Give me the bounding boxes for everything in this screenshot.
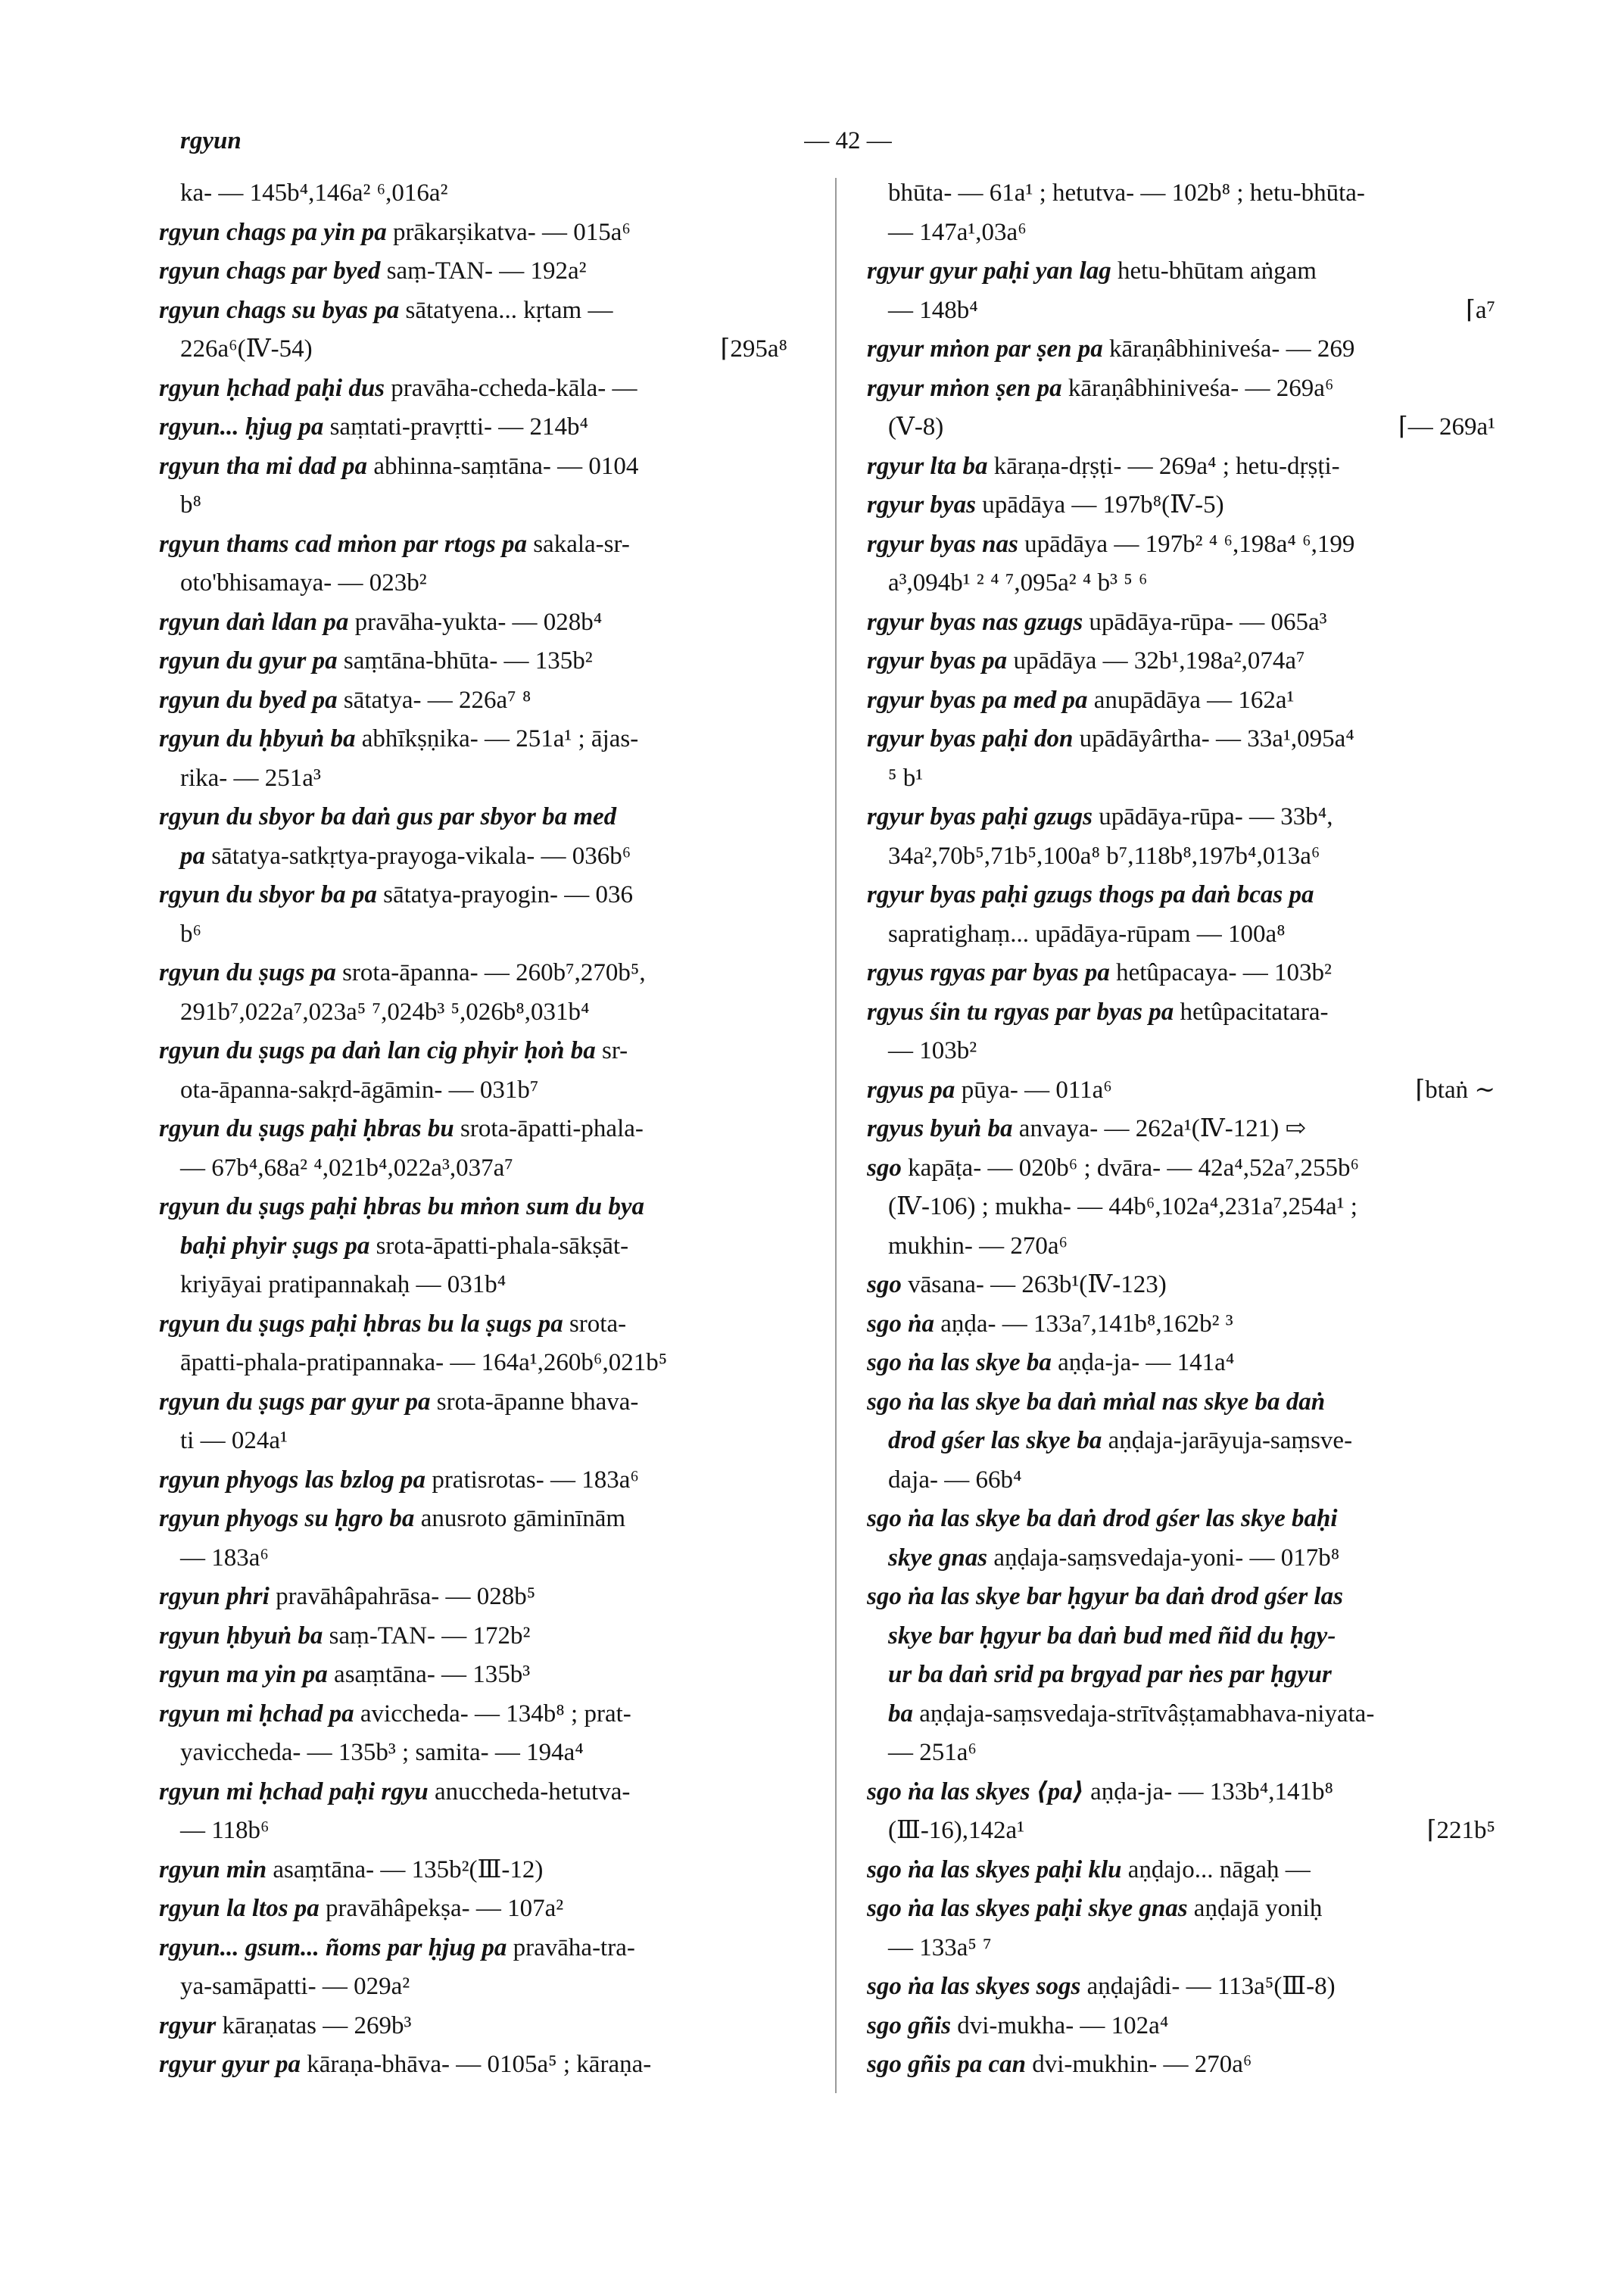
entry-line (867, 1812, 1495, 1851)
margin-reference: ⌈a⁷ (1465, 296, 1495, 324)
sanskrit-gloss: saṃtāna-bhūta- — 135b² (337, 647, 593, 675)
sanskrit-gloss: aṇḍa-ja- — 141a⁴ (1051, 1349, 1235, 1376)
entry-line (159, 369, 787, 409)
tibetan-headword: pa (180, 842, 205, 870)
sanskrit-gloss: aṇḍajâdi- — 113a⁵(Ⅲ-8) (1080, 1973, 1336, 2000)
right-column (867, 174, 1495, 2085)
tibetan-headword: rgyun du ṣugs paḥi ḥbras bu la ṣugs pa (159, 1310, 563, 1338)
entry-line (867, 1461, 1495, 1500)
entry-line (159, 603, 787, 643)
tibetan-headword: sgo ṅa las skye ba daṅ mṅal nas skye ba daṅ (867, 1388, 1326, 1416)
entry-line (159, 642, 787, 681)
entry-line (159, 1734, 787, 1773)
sanskrit-gloss: sātatyena... kṛtam — (399, 296, 613, 324)
sanskrit-gloss: anuccheda-hetutva- (428, 1777, 631, 1805)
entry-line (159, 1305, 787, 1344)
entry-line (159, 1500, 787, 1539)
sanskrit-gloss: — 103b² (888, 1037, 977, 1064)
tibetan-headword: rgyun du sbyor ba pa (159, 881, 377, 908)
sanskrit-gloss: aṇḍaja-saṃsvedaja-strītvâṣṭamabhava-niyata- (913, 1699, 1375, 1728)
entry-line (159, 720, 787, 759)
sanskrit-gloss: saṃ-TAN- — 192a² (380, 257, 587, 285)
tibetan-headword: baḥi phyir ṣugs pa (180, 1232, 370, 1260)
tibetan-headword: rgyun mi ḥchad pa (159, 1699, 354, 1728)
tibetan-headword: rgyus rgyas par byas pa (867, 959, 1110, 986)
entry-line (159, 1851, 787, 1890)
entry-line (867, 486, 1495, 525)
sanskrit-gloss: prākarṣikatva- — 015a⁶ (386, 218, 631, 246)
entry-line (867, 1929, 1495, 1968)
entry-line (159, 252, 787, 291)
sanskrit-gloss: sātatya- — 226a⁷ ⁸ (337, 686, 531, 714)
sanskrit-gloss: 291b⁷,022a⁷,023a⁵ ⁷,024b³ ⁵,026b⁸,031b⁴ (180, 998, 590, 1026)
sanskrit-gloss: — 67b⁴,68a² ⁴,021b⁴,022a³,037a⁷ (180, 1154, 513, 1182)
entry-line (867, 1539, 1495, 1578)
entry-line (159, 1967, 787, 2007)
sanskrit-gloss: kāraṇâbhiniveśa- — 269a⁶ (1061, 374, 1334, 402)
tibetan-headword: rgyun du ṣugs pa (159, 959, 336, 986)
sanskrit-gloss: — 147a¹,03a⁶ (888, 218, 1027, 246)
tibetan-headword: rgyun du ṣugs pa daṅ lan cig phyir ḥoṅ ba (159, 1037, 596, 1064)
tibetan-headword: rgyun phyogs las bzlog pa (159, 1466, 426, 1494)
tibetan-headword: sgo (867, 1154, 902, 1182)
sanskrit-gloss: asaṃtāna- — 135b²(Ⅲ-12) (267, 1855, 544, 1883)
sanskrit-gloss: pūya- — 011a⁶ (955, 1076, 1112, 1104)
entry-line (867, 798, 1495, 837)
entry-line (159, 2007, 787, 2046)
entry-line (867, 213, 1495, 253)
sanskrit-gloss: (Ⅳ-106) ; mukha- — 44b⁶,102a⁴,231a⁷,254a¹ ; (888, 1193, 1357, 1220)
tibetan-headword: rgyur (159, 2011, 217, 2039)
tibetan-headword: sgo ṅa las skye bar ḥgyur ba daṅ drod gśer las (867, 1583, 1343, 1610)
entry-line (159, 1227, 787, 1266)
sanskrit-gloss: kāraṇa-dṛṣṭi- — 269a⁴ ; hetu-dṛṣṭi- (987, 452, 1340, 480)
entry-line (867, 525, 1495, 565)
entry-line (867, 1695, 1495, 1734)
sanskrit-gloss: b⁸ (180, 491, 202, 519)
sanskrit-gloss: hetûpacaya- — 103b² (1109, 959, 1332, 986)
tibetan-headword: rgyur gyur paḥi yan lag (867, 257, 1111, 285)
sanskrit-gloss: mukhin- — 270a⁶ (888, 1232, 1068, 1260)
entry-line (159, 915, 787, 955)
tibetan-headword: sgo ṅa las skye ba (867, 1349, 1052, 1376)
tibetan-headword: rgyun chags par byed (159, 257, 381, 285)
tibetan-headword: rgyun min (159, 1855, 267, 1883)
sanskrit-gloss: anusroto gāminīnām (414, 1505, 626, 1532)
entry-line (867, 837, 1495, 877)
tibetan-headword: rgyur mṅon ṣen pa (867, 374, 1062, 402)
sanskrit-gloss: aṇḍaja-jarāyuja-saṃsve- (1102, 1427, 1353, 1454)
sanskrit-gloss: sakala-sr- (526, 530, 630, 558)
tibetan-headword: sgo ṅa (867, 1310, 934, 1338)
entry-line (867, 1617, 1495, 1656)
sanskrit-gloss: kapāṭa- — 020b⁶ ; dvāra- — 42a⁴,52a⁷,255b⁶ (901, 1154, 1359, 1182)
sanskrit-gloss: anupādāya — 162a¹ (1087, 686, 1295, 714)
entry-line (159, 174, 787, 213)
entry-line (159, 525, 787, 565)
sanskrit-gloss: srota-āpanna- — 260b⁷,270b⁵, (335, 959, 646, 986)
sanskrit-gloss: vāsana- — 263b¹(Ⅳ-123) (901, 1271, 1167, 1298)
entry-line (159, 330, 787, 369)
entry-line (159, 1617, 787, 1656)
tibetan-headword: sgo ṅa las skye ba daṅ drod gśer las skye baḥi (867, 1505, 1338, 1532)
sanskrit-gloss: aṇḍaja-saṃsvedaja-yoni- — 017b⁸ (987, 1544, 1340, 1572)
sanskrit-gloss: hetûpacitatara- (1174, 998, 1329, 1026)
sanskrit-gloss: abhīkṣṇika- — 251a¹ ; ājas- (355, 725, 639, 752)
sanskrit-gloss: (Ⅲ-16),142a¹ (888, 1817, 1025, 1844)
entry-line (159, 681, 787, 721)
entry-line (159, 1344, 787, 1383)
tibetan-headword: rgyun du ḥbyuṅ ba (159, 725, 356, 752)
entry-line (867, 876, 1495, 915)
tibetan-headword: rgyun du ṣugs paḥi ḥbras bu mṅon sum du bya (159, 1193, 644, 1220)
sanskrit-gloss: yaviccheda- — 135b³ ; samita- — 194a⁴ (180, 1739, 584, 1766)
entry-line (867, 1734, 1495, 1773)
entry-line (159, 1695, 787, 1734)
tibetan-headword: sgo ṅa las skyes ⟨pa⟩ (867, 1777, 1084, 1805)
entry-line (159, 954, 787, 993)
entry-line (867, 603, 1495, 643)
entry-line (159, 1032, 787, 1071)
entry-line (867, 993, 1495, 1033)
sanskrit-gloss: upādāya-rūpa- — 33b⁴, (1092, 803, 1333, 830)
sanskrit-gloss: aṇḍa-ja- — 133b⁴,141b⁸ (1083, 1777, 1333, 1805)
sanskrit-gloss: sapratighaṃ... upādāya-rūpam — 100a⁸ (888, 920, 1286, 948)
tibetan-headword: drod gśer las skye ba (888, 1427, 1102, 1454)
entry-line (867, 915, 1495, 955)
sanskrit-gloss: aṇḍa- — 133a⁷,141b⁸,162b² ³ (934, 1310, 1233, 1338)
sanskrit-gloss: oto'bhisamaya- — 023b² (180, 569, 427, 597)
entry-line (159, 798, 787, 837)
sanskrit-gloss: srota-āpanne bhava- (430, 1388, 639, 1416)
tibetan-headword: rgyun du gyur pa (159, 647, 338, 675)
entry-line (159, 876, 787, 915)
sanskrit-gloss: rika- — 251a³ (180, 764, 321, 792)
tibetan-headword: rgyun du sbyor ba daṅ gus par sbyor ba med (159, 803, 617, 830)
entry-line (867, 2045, 1495, 2085)
margin-reference: ⌈btaṅ ∼ (1415, 1076, 1495, 1104)
sanskrit-gloss: — 251a⁶ (888, 1739, 977, 1766)
entry-line (159, 1188, 787, 1227)
entry-line (867, 1227, 1495, 1266)
sanskrit-gloss: aṇḍajo... nāgaḥ — (1121, 1855, 1311, 1883)
tibetan-headword: rgyur byas nas gzugs (867, 608, 1083, 636)
entry-line (159, 1383, 787, 1422)
tibetan-headword: rgyun... gsum... ñoms par ḥjug pa (159, 1933, 507, 1961)
running-headword: rgyun (180, 127, 242, 154)
entry-line (867, 408, 1495, 447)
tibetan-headword: skye gnas (888, 1544, 988, 1572)
margin-reference: ⌈— 269a¹ (1398, 413, 1495, 441)
entry-line (867, 1266, 1495, 1305)
entry-line (867, 1500, 1495, 1539)
entry-line (867, 1032, 1495, 1071)
entry-line (867, 1422, 1495, 1461)
sanskrit-gloss: 226a⁶(Ⅳ-54) (180, 335, 313, 363)
sanskrit-gloss: ya-samāpatti- — 029a² (180, 1973, 410, 2000)
tibetan-headword: sgo gñis (867, 2011, 951, 2039)
entry-line (159, 837, 787, 877)
sanskrit-gloss: dvi-mukha- — 102a⁴ (950, 2011, 1169, 2039)
sanskrit-gloss: ota-āpanna-sakṛd-āgāmin- — 031b⁷ (180, 1076, 539, 1104)
entry-line (867, 1305, 1495, 1344)
entry-line (159, 1773, 787, 1812)
tibetan-headword: rgyur lta ba (867, 452, 988, 480)
sanskrit-gloss: pravāhâpahrāsa- — 028b⁵ (269, 1583, 536, 1610)
tibetan-headword: rgyun la ltos pa (159, 1895, 320, 1922)
sanskrit-gloss: 34a²,70b⁵,71b⁵,100a⁸ b⁷,118b⁸,197b⁴,013a⁶ (888, 842, 1320, 870)
entry-line (159, 1110, 787, 1149)
tibetan-headword: ur ba daṅ srid pa brgyad par ṅes par ḥgyur (888, 1661, 1332, 1688)
sanskrit-gloss: ka- — 145b⁴,146a² ⁶,016a² (180, 179, 448, 207)
entry-line (159, 564, 787, 603)
sanskrit-gloss: kāraṇatas — 269b³ (216, 2011, 412, 2039)
tibetan-headword: sgo ṅa las skyes paḥi skye gnas (867, 1895, 1188, 1922)
sanskrit-gloss: sr- (595, 1037, 628, 1064)
entry-line (867, 252, 1495, 291)
entry-line (867, 1188, 1495, 1227)
entry-line (159, 2045, 787, 2085)
entry-line (867, 1773, 1495, 1812)
sanskrit-gloss: upādāya — 197b⁸(Ⅳ-5) (975, 491, 1224, 519)
sanskrit-gloss: pravāhâpekṣa- — 107a² (319, 1895, 564, 1922)
sanskrit-gloss: aviccheda- — 134b⁸ ; prat- (354, 1699, 631, 1728)
tibetan-headword: rgyur byas paḥi gzugs thogs pa daṅ bcas pa (867, 881, 1314, 908)
sanskrit-gloss: pravāha-tra- (507, 1933, 635, 1961)
sanskrit-gloss: sātatya-satkṛtya-prayoga-vikala- — 036b⁶ (205, 842, 631, 870)
entry-line (159, 1929, 787, 1968)
tibetan-headword: rgyur byas paḥi gzugs (867, 803, 1093, 830)
sanskrit-gloss: upādāya-rūpa- — 065a³ (1083, 608, 1327, 636)
sanskrit-gloss: pravāha-ccheda-kāla- — (385, 374, 637, 402)
sanskrit-gloss: āpatti-phala-pratipannaka- — 164a¹,260b⁶,021b⁵ (180, 1349, 668, 1376)
entry-line (159, 1071, 787, 1111)
entry-line (867, 291, 1495, 331)
entry-line (159, 1149, 787, 1189)
sanskrit-gloss: upādāya — 197b² ⁴ ⁶,198a⁴ ⁶,199 (1018, 530, 1355, 558)
sanskrit-gloss: kāraṇâbhiniveśa- — 269 (1102, 335, 1355, 363)
sanskrit-gloss: ti — 024a¹ (180, 1427, 288, 1454)
sanskrit-gloss: — 118b⁶ (180, 1817, 270, 1844)
sanskrit-gloss: upādāyârtha- — 33a¹,095a⁴ (1073, 725, 1354, 752)
sanskrit-gloss: dvi-mukhin- — 270a⁶ (1025, 2051, 1252, 2078)
sanskrit-gloss: b⁶ (180, 920, 202, 948)
tibetan-headword: rgyus byuṅ ba (867, 1115, 1013, 1142)
sanskrit-gloss: bhūta- — 61a¹ ; hetutva- — 102b⁸ ; hetu-bhūta- (888, 179, 1365, 207)
entry-line (867, 642, 1495, 681)
sanskrit-gloss: upādāya — 32b¹,198a²,074a⁷ (1007, 647, 1305, 675)
tibetan-headword: rgyur byas (867, 491, 976, 519)
sanskrit-gloss: abhinna-saṃtāna- — 0104 (367, 452, 639, 480)
sanskrit-gloss: hetu-bhūtam aṅgam (1111, 257, 1317, 285)
entry-line (159, 486, 787, 525)
sanskrit-gloss: — 183a⁶ (180, 1544, 269, 1572)
entry-line (159, 447, 787, 487)
left-column (159, 174, 787, 2085)
tibetan-headword: rgyur gyur pa (159, 2051, 301, 2078)
tibetan-headword: sgo ṅa las skyes sogs (867, 1973, 1081, 2000)
entry-line (867, 681, 1495, 721)
entry-line (159, 1422, 787, 1461)
entry-line (867, 1110, 1495, 1149)
tibetan-headword: rgyun... ḥjug pa (159, 413, 324, 441)
tibetan-headword: rgyun daṅ ldan pa (159, 608, 349, 636)
sanskrit-gloss: daja- — 66b⁴ (888, 1466, 1022, 1494)
sanskrit-gloss: srota-āpatti-phala-sākṣāt- (369, 1232, 629, 1260)
entry-line (159, 1266, 787, 1305)
tibetan-headword: rgyur byas pa med pa (867, 686, 1088, 714)
sanskrit-gloss: pratisrotas- — 183a⁶ (425, 1466, 639, 1494)
tibetan-headword: rgyur byas paḥi don (867, 725, 1074, 752)
sanskrit-gloss: saṃ-TAN- — 172b² (323, 1622, 531, 1650)
entry-line (867, 1851, 1495, 1890)
entry-line (867, 447, 1495, 487)
tibetan-headword: rgyun chags su byas pa (159, 296, 400, 324)
entry-line (867, 1071, 1495, 1111)
entry-line (159, 408, 787, 447)
entry-line (159, 993, 787, 1033)
sanskrit-gloss: kāraṇa-bhāva- — 0105a⁵ ; kāraṇa- (301, 2051, 652, 2078)
tibetan-headword: ba (888, 1699, 913, 1728)
entry-line (159, 1812, 787, 1851)
entry-line (867, 1383, 1495, 1422)
entry-line (867, 2007, 1495, 2046)
tibetan-headword: rgyun tha mi dad pa (159, 452, 368, 480)
entry-line (867, 330, 1495, 369)
tibetan-headword: rgyun du ṣugs paḥi ḥbras bu (159, 1115, 454, 1142)
entry-line (867, 954, 1495, 993)
margin-reference: ⌈221b⁵ (1426, 1817, 1495, 1844)
entry-line (867, 720, 1495, 759)
sanskrit-gloss: — 133a⁵ ⁷ (888, 1933, 992, 1961)
tibetan-headword: sgo gñis pa can (867, 2051, 1026, 2078)
tibetan-headword: rgyus pa (867, 1076, 955, 1104)
tibetan-headword: rgyun ma yin pa (159, 1661, 328, 1688)
tibetan-headword: rgyun phyogs su ḥgro ba (159, 1505, 415, 1532)
entry-line (159, 1539, 787, 1578)
sanskrit-gloss: kriyāyai pratipannakaḥ — 031b⁴ (180, 1271, 507, 1298)
tibetan-headword: rgyun du ṣugs par gyur pa (159, 1388, 431, 1416)
entry-line (867, 1967, 1495, 2007)
tibetan-headword: rgyun ḥbyuṅ ba (159, 1622, 323, 1650)
tibetan-headword: rgyun du byed pa (159, 686, 338, 714)
sanskrit-gloss: ⁵ b¹ (888, 764, 924, 792)
tibetan-headword: rgyun thams cad mṅon par rtogs pa (159, 530, 527, 558)
sanskrit-gloss: anvaya- — 262a¹(Ⅳ-121) ⇨ (1012, 1115, 1307, 1142)
entry-line (867, 1656, 1495, 1695)
sanskrit-gloss: pravāha-yukta- — 028b⁴ (348, 608, 603, 636)
tibetan-headword: rgyus śin tu rgyas par byas pa (867, 998, 1174, 1026)
sanskrit-gloss: (Ⅴ-8) (888, 413, 944, 441)
entry-line (159, 1890, 787, 1929)
entry-line (159, 213, 787, 253)
tibetan-headword: rgyun ḥchad paḥi dus (159, 374, 385, 402)
tibetan-headword: rgyur mṅon par ṣen pa (867, 335, 1103, 363)
entry-line (159, 759, 787, 799)
sanskrit-gloss: sātatya-prayogin- — 036 (376, 881, 634, 908)
sanskrit-gloss: saṃtati-pravṛtti- — 214b⁴ (323, 413, 589, 441)
sanskrit-gloss: — 148b⁴ (888, 296, 978, 324)
page-number: — 42 — (804, 127, 892, 154)
entry-line (159, 1656, 787, 1695)
sanskrit-gloss: aṇḍajā yoniḥ (1187, 1895, 1323, 1922)
entry-line (867, 1149, 1495, 1189)
entry-line (159, 291, 787, 331)
margin-reference: ⌈295a⁸ (720, 335, 787, 363)
entry-line (867, 369, 1495, 409)
entry-line (867, 1890, 1495, 1929)
entry-line (159, 1461, 787, 1500)
entry-line (867, 174, 1495, 213)
entry-line (867, 1578, 1495, 1617)
column-divider (835, 178, 837, 2093)
tibetan-headword: rgyun chags pa yin pa (159, 218, 387, 246)
tibetan-headword: sgo (867, 1271, 902, 1298)
tibetan-headword: rgyur byas nas (867, 530, 1018, 558)
tibetan-headword: skye bar ḥgyur ba daṅ bud med ñid du ḥgy- (888, 1622, 1336, 1650)
sanskrit-gloss: asaṃtāna- — 135b³ (327, 1661, 531, 1688)
sanskrit-gloss: srota- (563, 1310, 627, 1338)
tibetan-headword: rgyur byas pa (867, 647, 1008, 675)
entry-line (867, 1344, 1495, 1383)
tibetan-headword: rgyun mi ḥchad paḥi rgyu (159, 1777, 429, 1805)
entry-line (867, 564, 1495, 603)
sanskrit-gloss: srota-āpatti-phala- (454, 1115, 644, 1142)
tibetan-headword: sgo ṅa las skyes paḥi klu (867, 1855, 1122, 1883)
sanskrit-gloss: a³,094b¹ ² ⁴ ⁷,095a² ⁴ b³ ⁵ ⁶ (888, 569, 1148, 597)
entry-line (867, 759, 1495, 799)
entry-line (159, 1578, 787, 1617)
tibetan-headword: rgyun phri (159, 1583, 270, 1610)
